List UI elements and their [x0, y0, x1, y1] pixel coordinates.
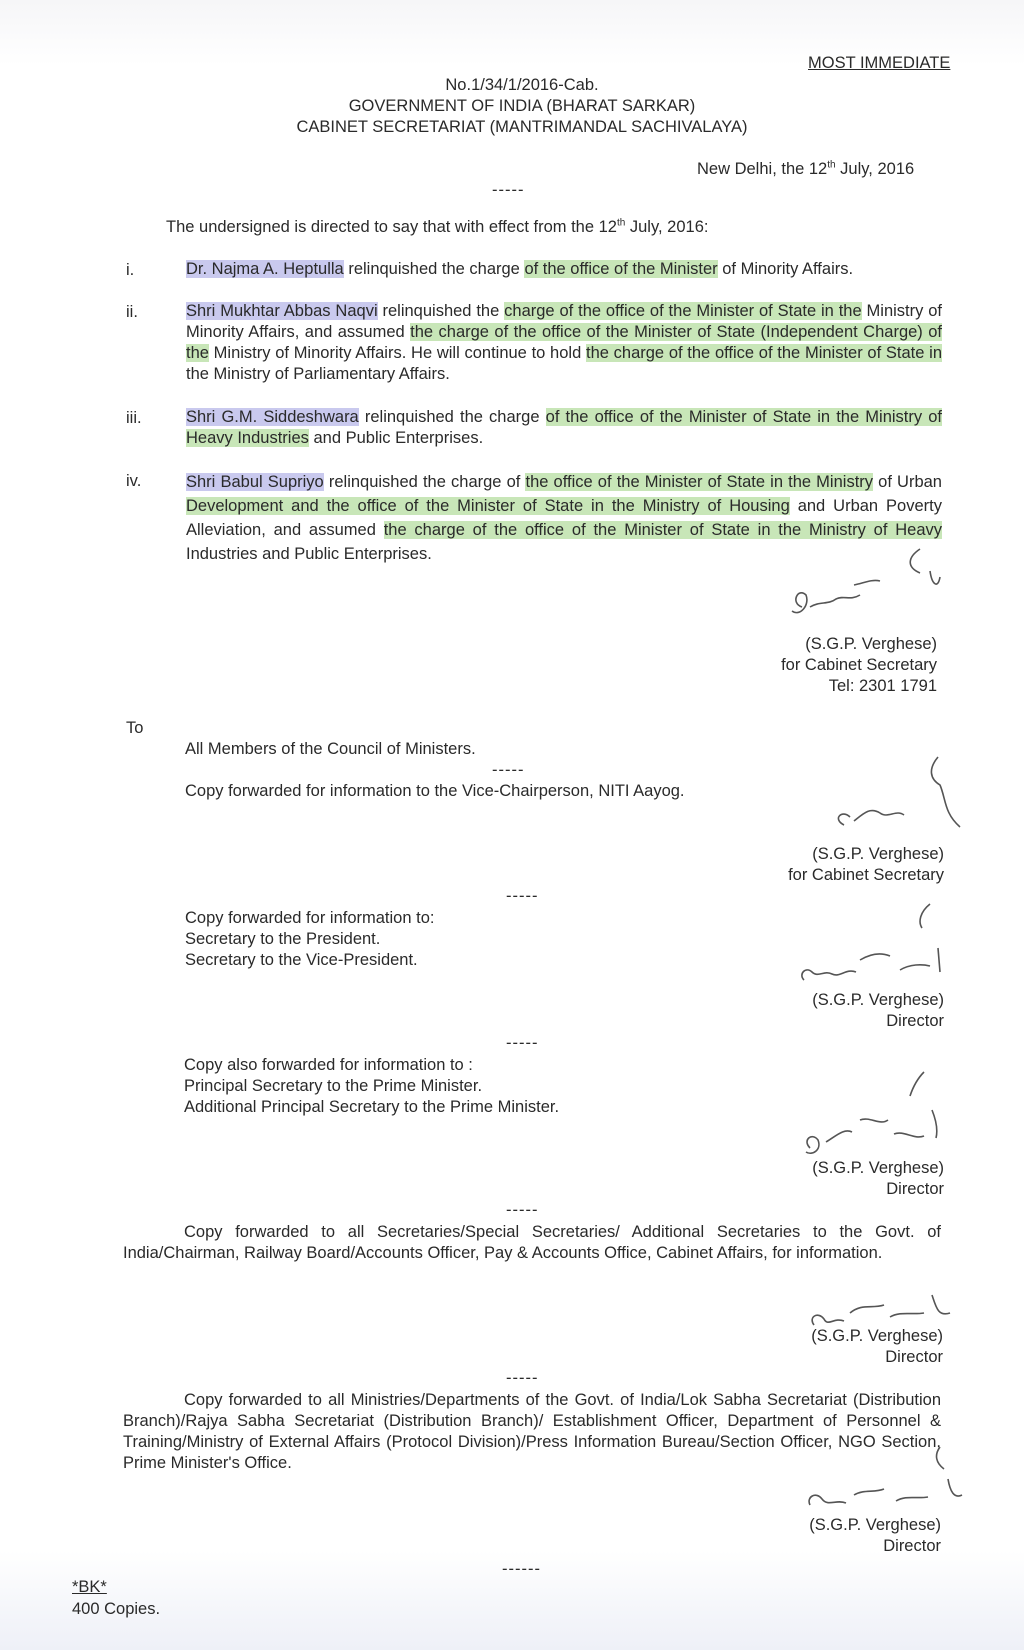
- file-number: No.1/34/1/2016-Cab.: [445, 76, 599, 94]
- signature-block-5: [700, 1326, 943, 1368]
- copy-line: Additional Principal Secretary to the Prime Minister.: [184, 1098, 560, 1116]
- item-text: relinquished the charge: [343, 260, 525, 278]
- copy-block-5: Copy forwarded to all Ministries/Departments of the Govt. of India/Lok Sabha Secretariat (Distribution Branch)/Rajya Sabha Secretariat (Distribution Branch)/ Establishment Officer, Department of Personnel & Training/Ministry of External Affairs (Protocol Division)/Press Information Bureau/Section Officer, NGO Section, Prime Minister's Office.: [123, 1391, 941, 1472]
- highlighted-text: the office of the Minister of State in the Ministry: [525, 473, 874, 491]
- separator: -----: [492, 181, 525, 199]
- copy-block-3: [184, 1055, 559, 1118]
- signature-block-1: [700, 634, 937, 697]
- date-suffix: July, 2016: [835, 160, 915, 178]
- highlighted-text: of the Minister of State in the Ministry of Housing: [396, 497, 790, 515]
- item-text: the Ministry of Parliamentary Affairs.: [186, 365, 450, 383]
- date-sup: th: [827, 159, 836, 171]
- copy-heading: Copy forwarded for information to:: [185, 909, 435, 927]
- signature-scribble: [780, 545, 960, 645]
- to-label: To: [126, 719, 144, 737]
- signatory-name: (S.G.P. Verghese): [812, 845, 944, 863]
- list-item: [186, 301, 942, 385]
- copy-heading: Copy also forwarded for information to :: [184, 1056, 473, 1074]
- copy-note-1: Copy forwarded for information to the Vice-Chairperson, NITI Aayog.: [185, 782, 685, 800]
- highlighted-text: the charge of the office of the Minister of State (Independent Charge) of the: [186, 323, 942, 362]
- signature-block-3: [700, 990, 944, 1032]
- highlighted-text: charge of the office of the Minister of State in the: [504, 302, 862, 320]
- copies-count: 400 Copies.: [72, 1600, 161, 1618]
- person-name: Shri G.M. Siddeshwara: [186, 408, 359, 426]
- item-text: Ministry of Minority Affairs, and assumed: [186, 302, 943, 341]
- intro-sup: th: [616, 217, 626, 229]
- highlighted-text: of the office of the Minister: [524, 260, 718, 278]
- initials: *BK*: [72, 1578, 107, 1596]
- person-name: Dr. Najma A. Heptulla: [186, 260, 344, 278]
- letterhead: [0, 75, 1024, 138]
- item-text: and Public Enterprises.: [308, 429, 484, 447]
- item-number: i.: [126, 261, 135, 279]
- highlighted-text: the charge of the office of the Minister of State in: [585, 344, 942, 362]
- separator: ------: [502, 1560, 541, 1578]
- department-title: CABINET SECRETARIAT (MANTRIMANDAL SACHIVALAYA): [296, 118, 748, 136]
- signature-scribble: [790, 900, 960, 1000]
- signature-block-6: [700, 1515, 941, 1557]
- signature-block-2: [700, 844, 944, 886]
- place-date: [697, 160, 914, 179]
- item-text: and Urban Poverty Alleviation, and assumed: [186, 497, 942, 539]
- separator: -----: [492, 761, 525, 779]
- government-title: GOVERNMENT OF INDIA (BHARAT SARKAR): [348, 97, 696, 115]
- signature-scribble: [820, 755, 970, 855]
- signatory-title: Director: [883, 1537, 941, 1555]
- intro-suffix: July, 2016:: [625, 218, 709, 236]
- item-text: relinquished the charge: [358, 408, 546, 426]
- date-text: New Delhi, the 12: [697, 160, 828, 178]
- item-text: of Urban: [873, 473, 942, 491]
- signature-scribble: [790, 1070, 960, 1170]
- copy-block-4: Copy forwarded to all Secretaries/Special Secretaries/ Additional Secretaries to the Govt. of India/Chairman, Railway Board/Accounts Officer, Pay & Accounts Office, Cabinet Affairs, for information.: [123, 1223, 941, 1262]
- separator: -----: [506, 1034, 539, 1052]
- item-text: Industries and Public Enterprises.: [186, 545, 432, 563]
- separator: -----: [506, 1369, 539, 1387]
- highlighted-text: the charge of the office of the Minister of State in the Ministry of Heavy: [383, 521, 942, 539]
- signatory-title: Director: [886, 1012, 944, 1030]
- list-item: [186, 407, 942, 449]
- separator: -----: [506, 887, 539, 905]
- copy-line: Principal Secretary to the Prime Minister.: [184, 1077, 483, 1095]
- item-text: of Minority Affairs.: [717, 260, 854, 278]
- signatory-title: for Cabinet Secretary: [788, 866, 944, 884]
- priority-label: MOST IMMEDIATE: [808, 54, 951, 72]
- person-name: Shri Mukhtar Abbas Naqvi: [186, 302, 378, 320]
- signatory-tel: Tel: 2301 1791: [828, 677, 937, 695]
- item-number: iv.: [126, 472, 142, 490]
- signatory-name: (S.G.P. Verghese): [812, 1159, 944, 1177]
- signatory-name: (S.G.P. Verghese): [812, 991, 944, 1009]
- signatory-name: (S.G.P. Verghese): [811, 1327, 943, 1345]
- item-text: Ministry of Minority Affairs. He will continue to hold: [208, 344, 586, 362]
- highlighted-text: Development and the office: [186, 497, 397, 515]
- signature-block-4: [700, 1158, 944, 1200]
- intro-text: [166, 218, 708, 237]
- signatory-title: Director: [885, 1348, 943, 1366]
- item-number: iii.: [126, 409, 142, 427]
- recipients: All Members of the Council of Ministers.: [185, 740, 476, 758]
- copy-block-2: [185, 908, 434, 971]
- intro-prefix: The undersigned is directed to say that with effect from the 12: [166, 218, 617, 236]
- item-text: relinquished the charge of: [323, 473, 526, 491]
- signatory-name: (S.G.P. Verghese): [809, 1516, 941, 1534]
- person-name: Shri Babul Supriyo: [186, 473, 324, 491]
- highlighted-text: of the office of the Minister of State in the Ministry of Heavy Industries: [186, 408, 943, 447]
- signatory-name: (S.G.P. Verghese): [805, 635, 937, 653]
- copy-line: Secretary to the President.: [185, 930, 381, 948]
- signatory-title: for Cabinet Secretary: [781, 656, 937, 674]
- signatory-title: Director: [886, 1180, 944, 1198]
- item-number: ii.: [126, 303, 138, 321]
- item-text: relinquished the: [377, 302, 505, 320]
- separator: -----: [506, 1201, 539, 1219]
- copy-line: Secretary to the Vice-President.: [185, 951, 418, 969]
- list-item: [186, 259, 942, 280]
